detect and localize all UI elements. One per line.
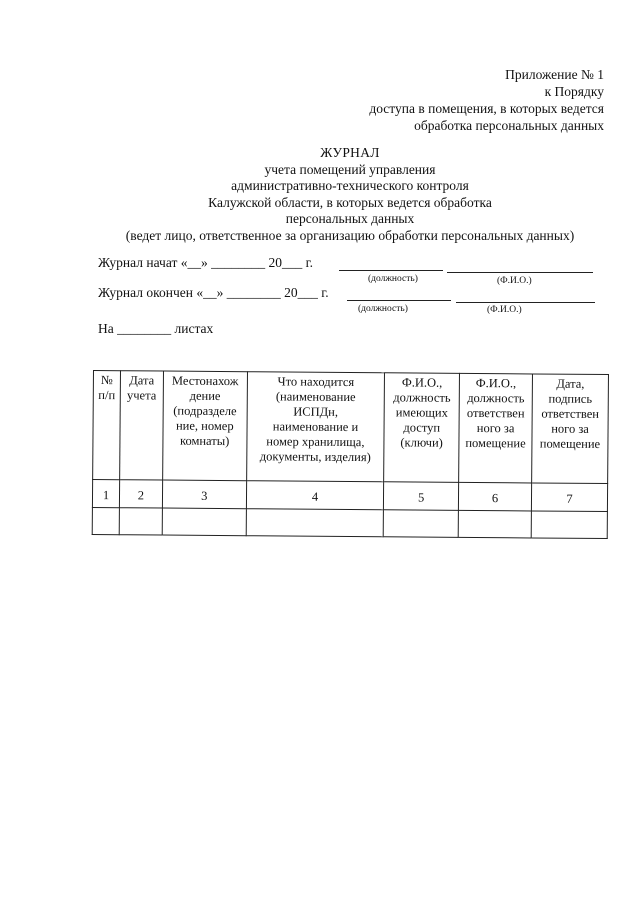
column-number-cell: 3 — [162, 480, 246, 509]
appendix-line: доступа в помещения, в которых ведется — [369, 101, 604, 116]
table-cell[interactable] — [162, 508, 246, 536]
title-line: персональных данных — [285, 211, 415, 226]
table-row — [92, 507, 607, 538]
header-row — [93, 371, 609, 484]
name-caption: (Ф.И.О.) — [487, 305, 522, 315]
column-header-line: помещение — [465, 435, 526, 451]
journal-table — [92, 370, 609, 539]
column-header — [459, 373, 533, 483]
title-line: административно-технического контроля — [231, 178, 469, 193]
column-header — [120, 371, 164, 480]
column-header-line: имеющих — [395, 405, 448, 420]
column-header — [384, 373, 460, 483]
title-line: Калужской области, в которых ведется обработка — [208, 194, 492, 210]
column-number-row — [92, 480, 607, 512]
appendix-note — [369, 66, 604, 134]
appendix-line: к Порядку — [544, 84, 604, 99]
column-header-line: № — [100, 373, 113, 388]
column-header-line: комнаты) — [179, 433, 230, 449]
column-number-cell: 1 — [92, 480, 119, 508]
column-header-line: должность — [467, 390, 525, 406]
column-header-line: Дата, — [556, 376, 585, 391]
table-cell[interactable] — [246, 509, 384, 537]
column-header-line: ИСПДн, — [293, 404, 339, 419]
column-header-line: подпись — [548, 391, 593, 406]
table-cell[interactable] — [531, 511, 607, 539]
table-cell[interactable] — [458, 510, 531, 538]
table-cell[interactable] — [92, 507, 119, 534]
position-caption: (должность) — [358, 304, 408, 314]
column-header-line: ного за — [476, 421, 515, 436]
journal-start-field[interactable]: Журнал начат «__» ________ 20___ г. — [98, 255, 314, 270]
title-line: учета помещений управления — [264, 161, 436, 177]
column-header-line: (подразделе — [173, 403, 237, 419]
column-header-line: Ф.И.О., — [401, 375, 443, 390]
column-header-line: Что находится — [277, 374, 355, 390]
column-header-line: ответствен — [541, 406, 600, 421]
appendix-line: Приложение № 1 — [505, 67, 604, 82]
table-cell[interactable] — [119, 508, 162, 535]
column-header-line: п/п — [98, 388, 116, 403]
column-header-line: доступ — [403, 420, 441, 435]
document-title — [60, 145, 640, 244]
column-header-line: Дата — [129, 373, 155, 388]
column-header — [93, 371, 121, 480]
column-header-line: документы, изделия) — [259, 449, 371, 465]
column-header-line: учета — [126, 388, 157, 403]
title-heading: ЖУРНАЛ — [320, 145, 380, 160]
column-header-line: должность — [393, 390, 451, 405]
position-line[interactable] — [347, 300, 451, 301]
position-caption: (должность) — [368, 274, 418, 284]
appendix-line: обработка персональных данных — [414, 118, 604, 133]
column-header-line: дение — [189, 388, 221, 404]
name-caption: (Ф.И.О.) — [497, 276, 532, 286]
column-header-line: (наименование — [275, 389, 356, 405]
name-line[interactable] — [456, 302, 595, 303]
journal-end-field[interactable]: Журнал окончен «__» ________ 20___ г. — [98, 285, 329, 300]
name-line[interactable] — [447, 272, 593, 273]
column-header-line: Местонахож — [171, 373, 239, 389]
column-header-line: наименование и — [272, 419, 359, 435]
column-header-line: ного за — [551, 421, 589, 436]
column-header — [532, 374, 609, 484]
column-header-line: ответствен — [466, 405, 525, 421]
column-header-line: Ф.И.О., — [475, 376, 517, 391]
table-cell[interactable] — [383, 510, 458, 538]
column-number-cell: 7 — [531, 483, 607, 512]
column-header-line: номер хранилища, — [266, 434, 365, 450]
column-number-cell: 4 — [246, 481, 384, 510]
journal-table-wrap — [92, 370, 609, 539]
position-line[interactable] — [339, 270, 443, 271]
column-header-line: (ключи) — [400, 435, 443, 450]
column-header-line: ние, номер — [175, 418, 234, 434]
column-number-cell: 6 — [459, 482, 532, 511]
column-number-cell: 5 — [384, 482, 459, 511]
column-header — [246, 372, 384, 482]
column-number-cell: 2 — [119, 480, 162, 508]
column-header — [162, 371, 247, 481]
title-line: (ведет лицо, ответственное за организацию обработки персональных данных) — [125, 227, 575, 243]
sheets-count-field[interactable]: На ________ листах — [98, 321, 214, 336]
column-header-line: помещение — [539, 436, 601, 451]
